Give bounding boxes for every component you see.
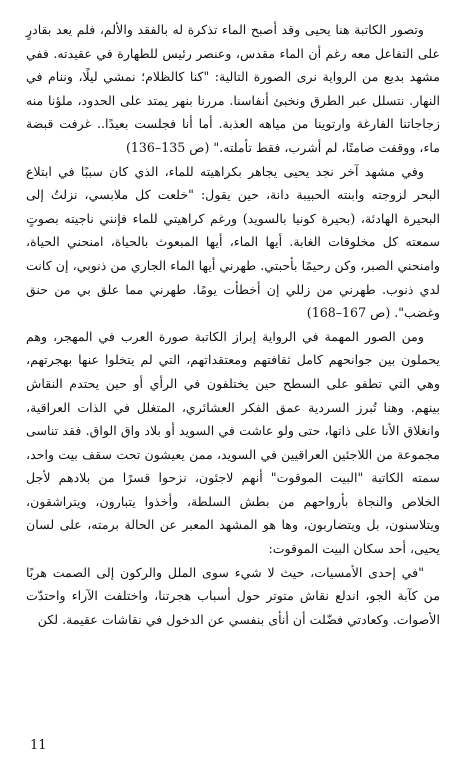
- page-number: 11: [30, 738, 47, 753]
- body-text: [26, 18, 440, 631]
- paragraph-3: ومن الصور المهمة في الرواية إبراز الكاتبة صورة العرب في المهجر، وهم يحملون بين جوانحهم كامل ثقافتهم ومعتقداتهم، التي لم يتخلوا عنها بهجرتهم، وهي التي تطفو على السطح حين يختلفون في الرأي أو حين يحتدم النقاش بينهم. وهنا تُبرز السردية عمق الفكر العشائري، المتغلل في الذات العراقية، وانغلاق الأنا على ذاتها، حتى ولو عاشت في السويد أو بلاد واق الواق. فقد تناسى مجموعة من اللاجئين العراقيين في السويد، ممن يعيشون تحت سقف بيت واحد، سمته الكاتبة "البيت الموقوت" أنهم لاجئون، نزحوا قسرًا من بلادهم لأجل الخلاص والنجاة بأرواحهم من بطش السلطة، وأخذوا يتبارون، ويتراشقون، ويتلاسنون، بل ويتضاربون، وها هو المشهد المعبر عن الحالة برمته، على لسان يحيى، أحد سكان البيت الموقوت:: [26, 328, 440, 557]
- paragraph-4: "في إحدى الأمسيات، حيث لا شيء سوى الملل والركون إلى الصمت هربًا من كآبة الجو، اندلع نقاش متوتر حول أسباب هجرتنا، واختلفت الآراء واحتدّت الأصوات. وكعادتي فضّلت أن أنأى بنفسي عن الدخول في نقاشات عقيمة. لكن: [26, 564, 440, 627]
- paragraph-1: وتصور الكاتبة هنا يحيى وقد أصبح الماء تذكرة له بالفقد والألم، فلم يعد بقادرٍ على التفاعل معه رغم أن الماء مقدس، وعنصر رئيس للطهارة في عقيدته. ففي مشهد بديع من الرواية نرى الصورة التالية: "كنا كالظلام؛ نمشي ليلًا، وننام في النهار. نتسلل عبر الطرق ونخبئ أنفاسنا. مررنا بنهر يمتد على الحدود، ملؤنا منه زجاجاتنا الفارغة وارتوينا من مياهه العذبة. أما أنا فجلست بعيدًا.. غرفت قبضة ماء، ووقفت صامتًا، لم أشرب، فقط تأملته." (ص 135–136): [26, 22, 440, 155]
- paragraph-2: وفي مشهد آخر نجد يحيى يجاهر بكراهيته للماء، الذي كان سببًا في ابتلاع البحر لزوجته وابنته الحبيبة دانة، حين يقول: "خلعت كل ملابسي، نزلتُ إلى البحيرة الهادئة، (بحيرة كونيا بالسويد) ورغم كراهيتي للماء فإنني ناجيته بصوتٍ سمعته كل مخلوقات الغابة. أيها الماء، أيها المبعوث بالحياة، امنحني الحياة، وامنحني الصبر، وكن رحيمًا بأحبتي. طهرني أيها الماء الجاري من ذنوبي، إن كانت لدي ذنوب. طهرني من زللي إن أخطأت يومًا. طهرني مما علق بي من حنق وغضب". (ص 167–168): [26, 163, 440, 321]
